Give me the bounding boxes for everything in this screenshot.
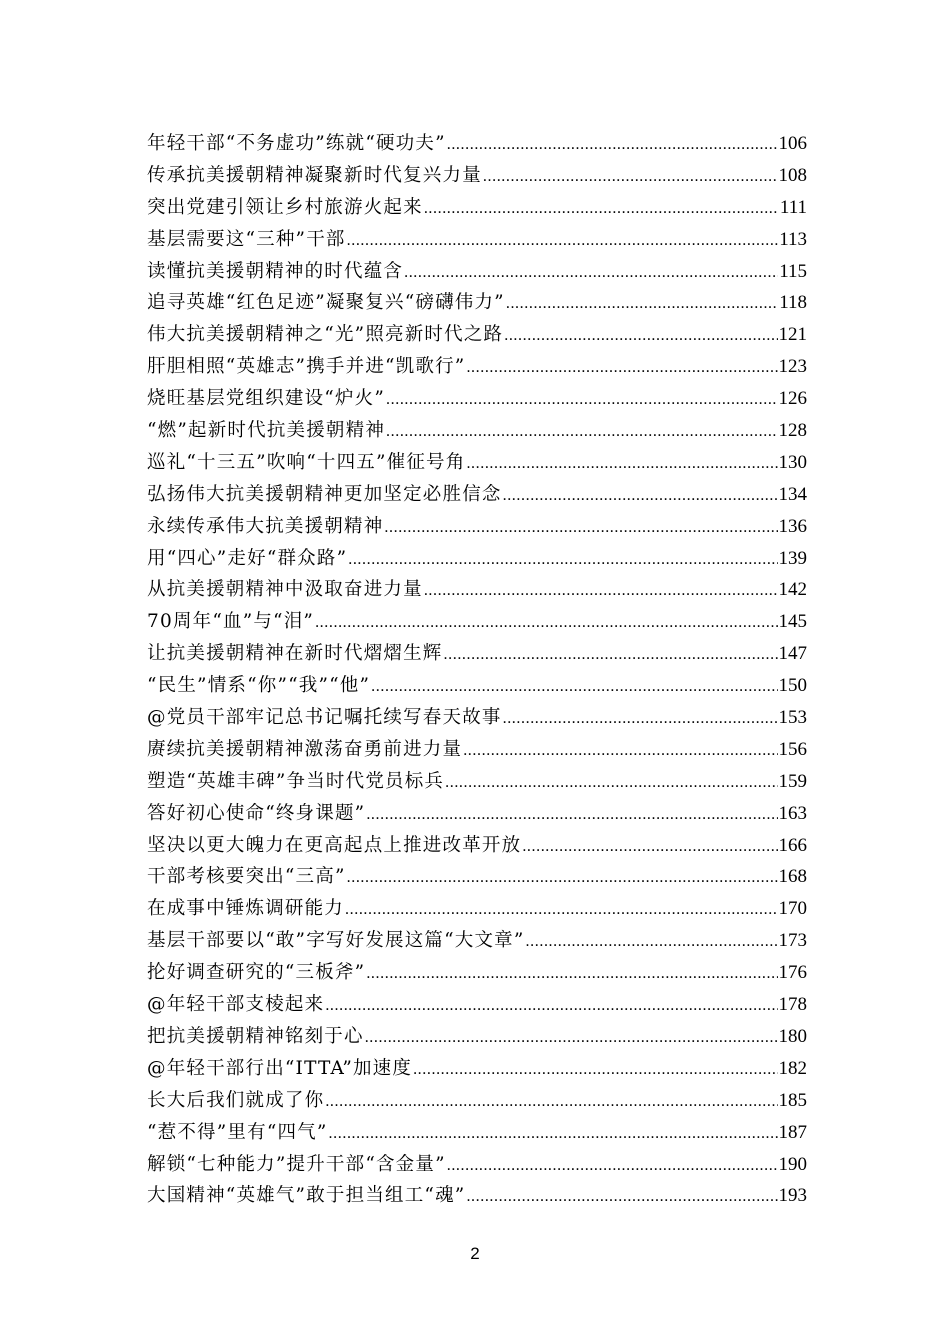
toc-entry[interactable] [147,830,807,862]
toc-entry-page: 190 [778,1153,807,1175]
toc-entry-page: 163 [778,802,807,824]
toc-entry-title: 塑造“英雄丰碑”争当时代党员标兵 [147,770,445,792]
toc-entry-title: 弘扬伟大抗美援朝精神更加坚定必胜信念 [147,483,502,505]
toc-entry-page: 168 [778,866,807,888]
toc-entry-page: 136 [778,515,807,537]
toc-entry-title: 赓续抗美援朝精神激荡奋勇前进力量 [147,738,463,760]
toc-dot-leader [345,894,777,926]
toc-entry-page: 126 [778,388,807,410]
toc-dot-leader [404,257,778,289]
toc-entry-page: 111 [779,196,807,218]
toc-entry-title: “惹不得”里有“四气” [147,1121,328,1143]
toc-dot-leader [424,575,778,607]
toc-dot-leader [444,639,778,671]
toc-entry[interactable] [147,192,807,224]
toc-entry-title: 在成事中锤炼调研能力 [147,898,345,920]
toc-dot-leader [347,225,779,257]
toc-entry[interactable] [147,415,807,447]
toc-entry-title: 让抗美援朝精神在新时代熠熠生辉 [147,643,443,665]
toc-dot-leader [445,767,777,799]
toc-entry-title: 肝胆相照“英雄志”携手并进“凯歌行” [147,356,466,378]
toc-entry-title: 70周年“血”与“泪” [147,611,315,633]
toc-dot-leader [424,193,779,225]
toc-entry-title: 从抗美援朝精神中汲取奋进力量 [147,579,423,601]
toc-entry-title: 答好初心使命“终身课题” [147,802,366,824]
toc-dot-leader [522,831,777,863]
toc-dot-leader [466,448,777,480]
toc-entry[interactable] [147,1053,807,1085]
toc-entry-title: 基层干部要以“敢”字写好发展这篇“大文章” [147,930,525,952]
toc-entry-page: 121 [778,324,807,346]
toc-entry-title: 抡好调查研究的“三板斧” [147,962,366,984]
toc-dot-leader [386,384,777,416]
toc-entry-page: 173 [778,930,807,952]
toc-entry-page: 113 [779,228,807,250]
toc-entry[interactable] [147,256,807,288]
toc-entry-title: 坚决以更大魄力在更高起点上推进改革开放 [147,834,522,856]
toc-dot-leader [366,958,777,990]
toc-dot-leader [325,1086,777,1118]
toc-dot-leader [483,161,778,193]
toc-entry[interactable] [147,1021,807,1053]
toc-entry-page: 178 [778,994,807,1016]
toc-entry-page: 139 [778,547,807,569]
toc-entry-title: 追寻英雄“红色足迹”凝聚复兴“磅礴伟力” [147,292,505,314]
toc-dot-leader [466,352,777,384]
toc-entry-title: 永续传承伟大抗美援朝精神 [147,515,384,537]
toc-dot-leader [366,799,777,831]
toc-dot-leader [386,416,777,448]
toc-entry[interactable] [147,702,807,734]
toc-entry-page: 128 [778,420,807,442]
toc-entry[interactable] [147,734,807,766]
toc-dot-leader [325,990,777,1022]
toc-dot-leader [503,703,778,735]
toc-entry-title: @党员干部牢记总书记嘱托续写春天故事 [147,707,502,729]
toc-entry[interactable] [147,798,807,830]
toc-entry[interactable] [147,1180,807,1212]
toc-entry[interactable] [147,606,807,638]
toc-entry[interactable] [147,224,807,256]
toc-entry[interactable] [147,319,807,351]
toc-entry-page: 115 [779,260,807,282]
toc-entry[interactable] [147,574,807,606]
toc-entry-title: @年轻干部行出“ITTA”加速度 [147,1057,413,1079]
toc-entry-page: 106 [778,133,807,154]
toc-entry-title: 巡礼“十三五”吹响“十四五”催征号角 [147,451,466,473]
toc-entry[interactable] [147,861,807,893]
toc-dot-leader [447,129,778,161]
toc-entry-page: 130 [778,451,807,473]
toc-entry-page: 166 [778,834,807,856]
toc-entry-page: 156 [778,738,807,760]
toc-entry-title: “燃”起新时代抗美援朝精神 [147,420,386,442]
toc-entry[interactable] [147,766,807,798]
toc-dot-leader [466,1181,777,1213]
toc-entry-page: 193 [778,1185,807,1207]
toc-entry[interactable] [147,1149,807,1181]
toc-entry-title: 把抗美援朝精神铭刻于心 [147,1025,364,1047]
toc-entry-page: 108 [778,164,807,186]
toc-entry-title: 读懂抗美援朝精神的时代蕴含 [147,260,404,282]
table-of-contents [147,128,807,1212]
toc-entry-page: 153 [778,707,807,729]
toc-dot-leader [347,862,778,894]
toc-entry-page: 159 [778,770,807,792]
toc-entry[interactable] [147,511,807,543]
toc-entry-title: 用“四心”走好“群众路” [147,547,348,569]
toc-entry-page: 123 [778,356,807,378]
toc-dot-leader [315,607,777,639]
toc-entry-page: 147 [778,643,807,665]
toc-dot-leader [384,512,777,544]
toc-dot-leader [463,735,777,767]
toc-entry[interactable] [147,479,807,511]
toc-entry[interactable] [147,128,807,160]
toc-entry[interactable] [147,1117,807,1149]
toc-entry[interactable] [147,670,807,702]
toc-entry[interactable] [147,287,807,319]
toc-entry[interactable] [147,543,807,575]
toc-dot-leader [506,288,778,320]
toc-entry-title: 传承抗美援朝精神凝聚新时代复兴力量 [147,164,482,186]
toc-entry-page: 150 [778,675,807,697]
toc-dot-leader [371,671,777,703]
toc-entry-title: 干部考核要突出“三高” [147,866,346,888]
toc-entry[interactable] [147,638,807,670]
toc-entry-page: 185 [778,1089,807,1111]
toc-dot-leader [365,1022,778,1054]
toc-entry-page: 170 [778,898,807,920]
toc-entry[interactable] [147,383,807,415]
toc-dot-leader [504,320,777,352]
toc-entry-title: 烧旺基层党组织建设“炉火” [147,388,386,410]
toc-entry-title: @年轻干部支棱起来 [147,994,325,1016]
toc-entry[interactable] [147,957,807,989]
toc-entry-title: 伟大抗美援朝精神之“光”照亮新时代之路 [147,324,504,346]
toc-entry-page: 182 [778,1057,807,1079]
toc-entry-title: 突出党建引领让乡村旅游火起来 [147,196,423,218]
toc-entry-page: 180 [778,1025,807,1047]
toc-entry-title: 基层需要这“三种”干部 [147,228,346,250]
toc-entry-page: 118 [779,292,807,314]
toc-entry[interactable] [147,351,807,383]
toc-dot-leader [329,1118,778,1150]
toc-entry[interactable] [147,925,807,957]
toc-dot-leader [348,544,777,576]
toc-entry-title: 解锁“七种能力”提升干部“含金量” [147,1153,446,1175]
toc-entry-title: 年轻干部“不务虚功”练就“硬功夫” [147,133,446,154]
toc-dot-leader [447,1150,778,1182]
toc-entry-title: 大国精神“英雄气”敢于担当组工“魂” [147,1185,466,1207]
toc-entry-title: “民生”情系“你”“我”“他” [147,675,371,697]
page-number: 2 [470,1244,480,1263]
toc-entry[interactable] [147,1085,807,1117]
toc-entry-title: 长大后我们就成了你 [147,1089,325,1111]
toc-entry[interactable] [147,447,807,479]
toc-entry-page: 187 [778,1121,807,1143]
toc-entry-page: 176 [778,962,807,984]
toc-entry[interactable] [147,160,807,192]
toc-dot-leader [503,480,778,512]
toc-entry[interactable] [147,989,807,1021]
toc-entry-page: 145 [778,611,807,633]
toc-dot-leader [413,1054,777,1086]
toc-dot-leader [526,926,778,958]
toc-entry-page: 142 [778,579,807,601]
toc-entry[interactable] [147,893,807,925]
toc-entry-page: 134 [778,483,807,505]
